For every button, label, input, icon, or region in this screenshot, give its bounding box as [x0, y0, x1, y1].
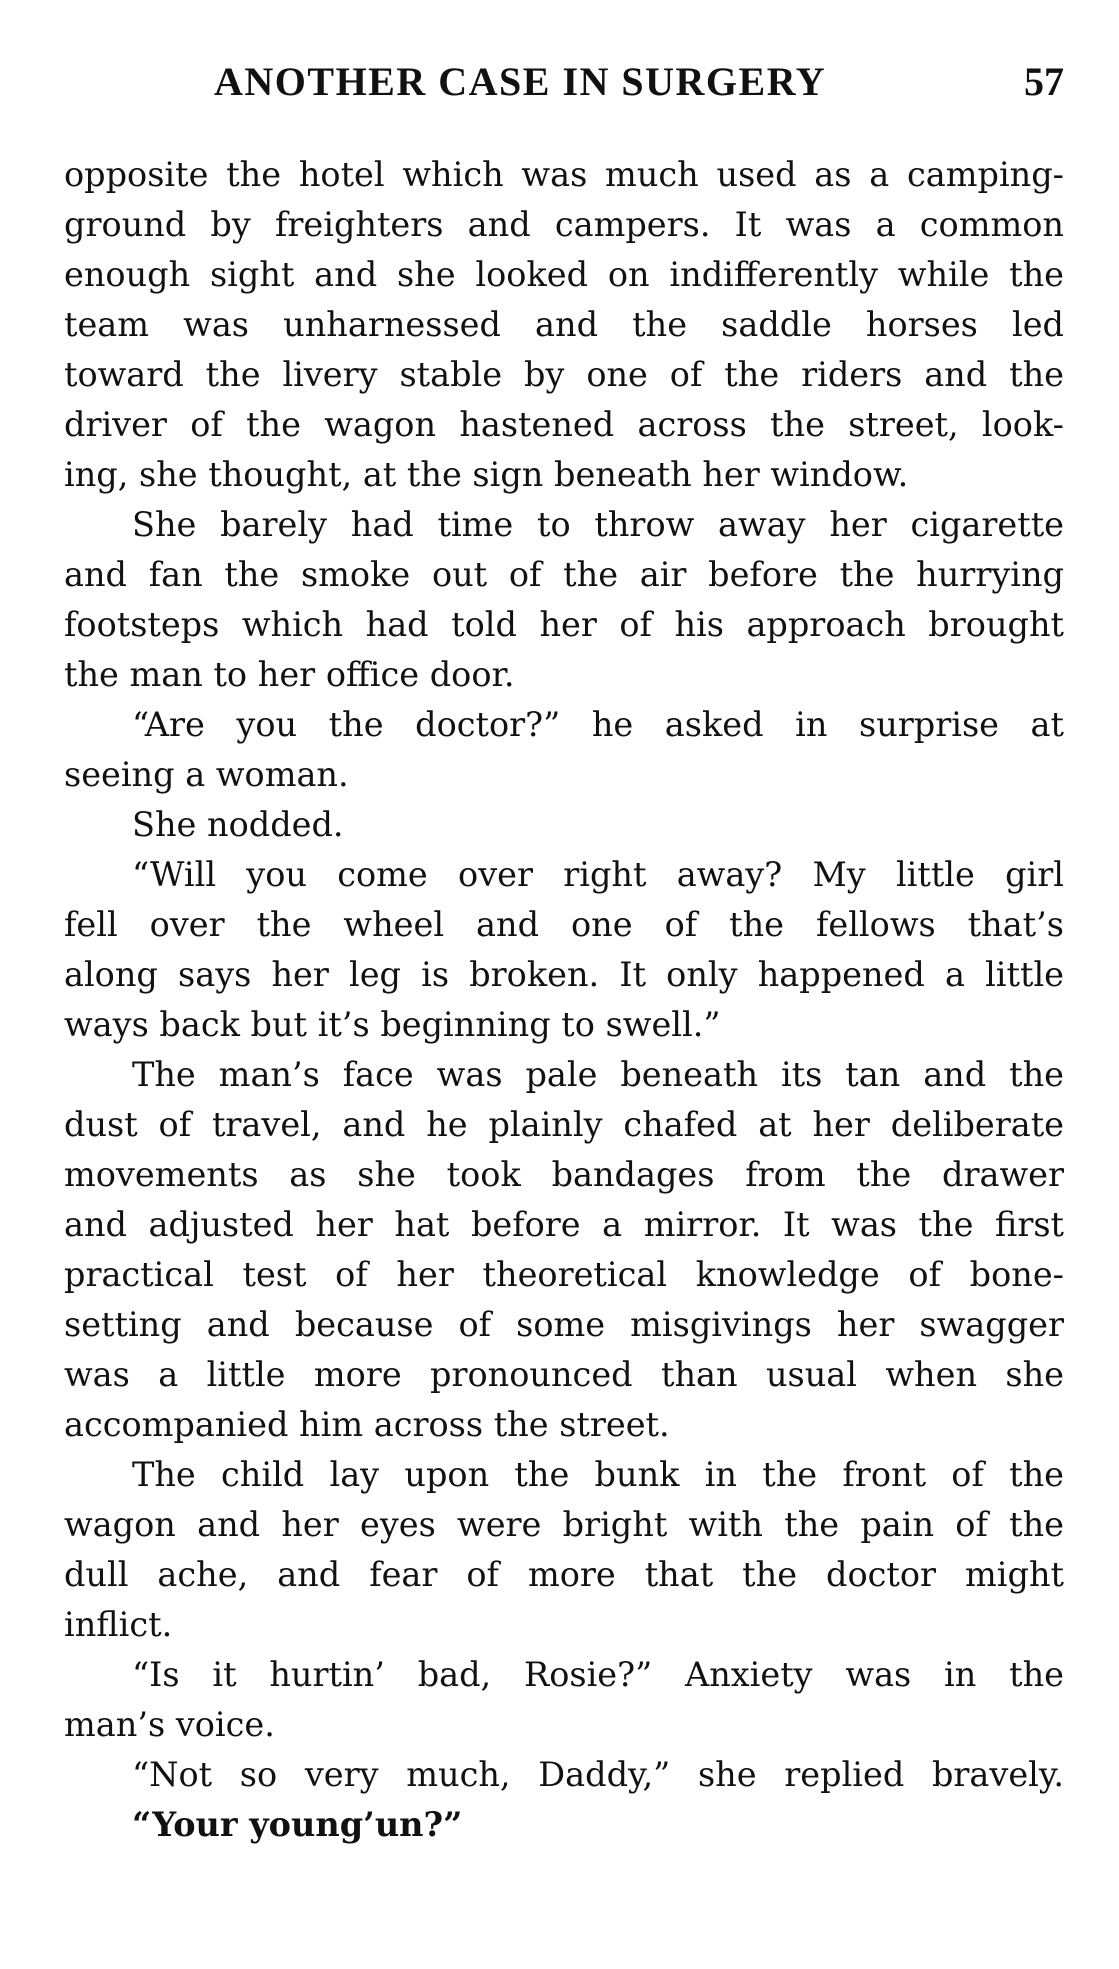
text-line: “Is it hurtin’ bad, Rosie?” Anxiety was in the [132, 1655, 1064, 1694]
text-line: and adjusted her hat before a mirror. It was the first [64, 1205, 1064, 1244]
text-line: The child lay upon the bunk in the front of the [132, 1455, 1064, 1494]
text-line: toward the livery stable by one of the riders and the [64, 355, 1064, 394]
text-line: man’s voice. [64, 1705, 275, 1744]
text-line: setting and because of some misgivings her swagger [64, 1305, 1064, 1344]
text-line: dust of travel, and he plainly chafed at her deliberate [64, 1105, 1064, 1144]
text-line: ground by freighters and campers. It was a common [64, 205, 1064, 244]
text-line: “Not so very much, Daddy,” she replied bravely. [132, 1755, 1064, 1794]
text-line: along says her leg is broken. It only happened a little [64, 955, 1064, 994]
text-line: ways back but it’s beginning to swell.” [64, 1005, 721, 1044]
text-line: was a little more pronounced than usual when she [64, 1355, 1064, 1394]
page-number: 57 [1024, 59, 1064, 104]
text-line: wagon and her eyes were bright with the pain of the [64, 1505, 1064, 1544]
text-line: movements as she took bandages from the drawer [64, 1155, 1064, 1194]
text-line: the man to her office door. [64, 655, 515, 694]
text-line: footsteps which had told her of his approach brought [64, 605, 1064, 644]
text-line: accompanied him across the street. [64, 1405, 670, 1444]
text-line: fell over the wheel and one of the fellows that’s [64, 905, 1064, 944]
text-line: enough sight and she looked on indifferently while the [64, 255, 1064, 294]
text-line: team was unharnessed and the saddle horses led [64, 305, 1064, 344]
text-line: ing, she thought, at the sign beneath her window. [64, 455, 909, 494]
text-line: practical test of her theoretical knowledge of bone- [64, 1255, 1064, 1294]
text-line: “Your young’un?” [132, 1805, 463, 1844]
text-line: She barely had time to throw away her cigarette [132, 505, 1064, 544]
text-line: opposite the hotel which was much used as a camping- [64, 155, 1064, 194]
text-line: and fan the smoke out of the air before the hurrying [64, 555, 1064, 594]
body-text [64, 150, 1064, 1850]
text-line: She nodded. [132, 805, 344, 844]
running-head [64, 50, 1064, 110]
text-line: The man’s face was pale beneath its tan and the [132, 1055, 1064, 1094]
text-line: inflict. [64, 1605, 173, 1644]
text-line: “Will you come over right away? My little girl [132, 855, 1064, 894]
text-line: driver of the wagon hastened across the street, look- [64, 405, 1064, 444]
running-head-title: ANOTHER CASE IN SURGERY [214, 59, 827, 104]
text-line: “Are you the doctor?” he asked in surprise at [132, 705, 1064, 744]
text-line: dull ache, and fear of more that the doctor might [64, 1555, 1064, 1594]
text-line: seeing a woman. [64, 755, 349, 794]
